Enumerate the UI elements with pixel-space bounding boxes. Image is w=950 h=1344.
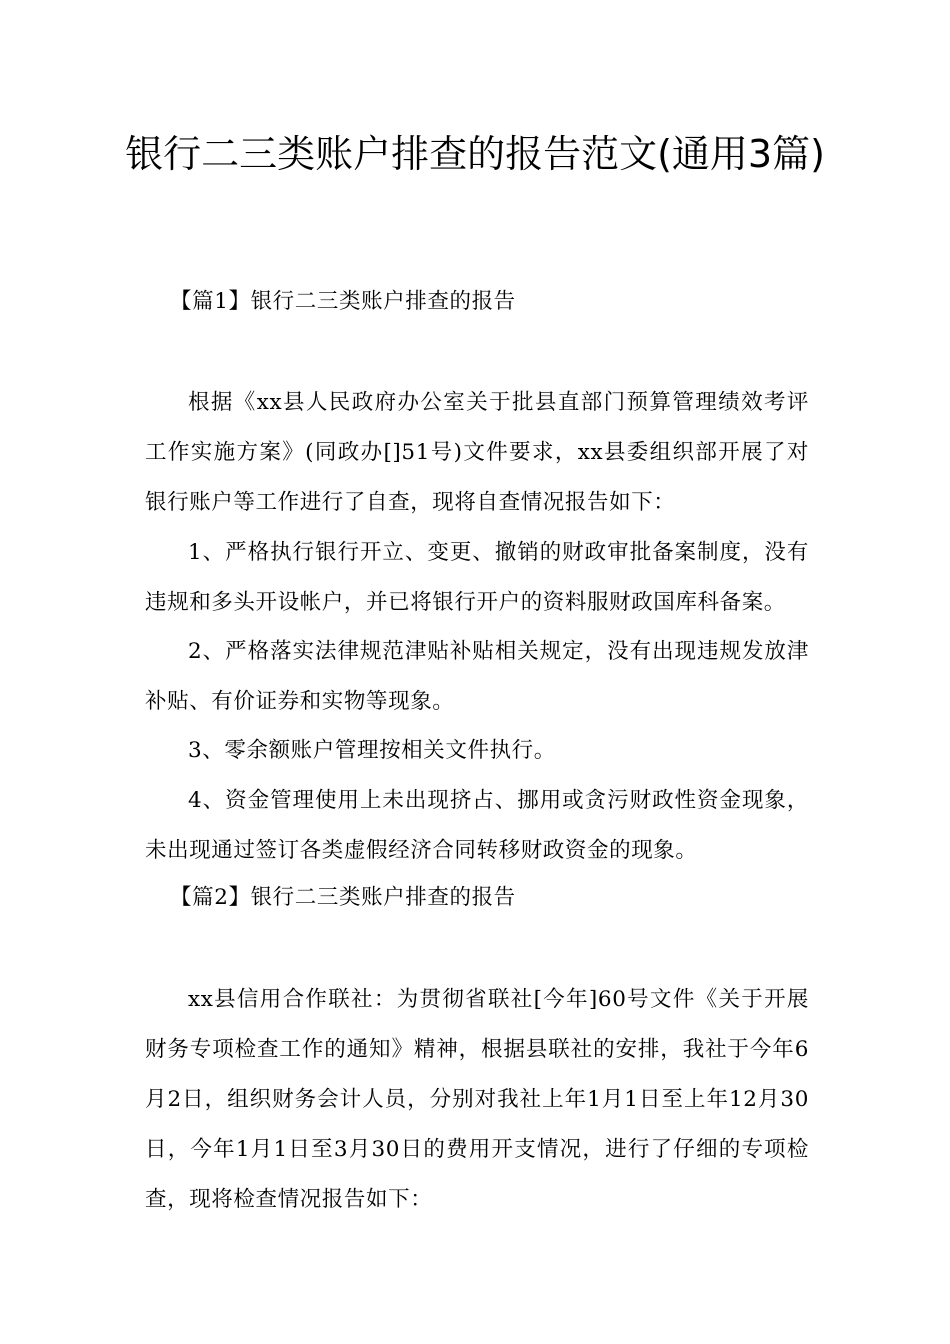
section-1-intro-paragraph: 根据《xx县人民政府办公室关于批县直部门预算管理绩效考评工作实施方案》(同政办[]51号)文件要求，xx县委组织部开展了对银行账户等工作进行了自查，现将自查情况报告如下：: [145, 390, 809, 515]
section-1-item-1: 1、严格执行银行开立、变更、撤销的财政审批备案制度，没有违规和多头开设帐户，并已将银行开户的资料服财政国库科备案。: [145, 540, 809, 615]
document-title: 银行二三类账户排查的报告范文(通用3篇): [125, 132, 825, 176]
section-1-heading: 【篇1】银行二三类账户排查的报告: [170, 289, 516, 314]
section-1-item-2: 2、严格落实法律规范津贴补贴相关规定，没有出现违规发放津补贴、有价证券和实物等现象。: [145, 639, 809, 714]
section-1-item-3: 3、零余额账户管理按相关文件执行。: [188, 738, 556, 763]
section-1-item-4: 4、资金管理使用上未出现挤占、挪用或贪污财政性资金现象，未出现通过签订各类虚假经济合同转移财政资金的现象。: [145, 788, 809, 863]
section-2-intro-paragraph: xx县信用合作联社：为贯彻省联社[今年]60号文件《关于开展财务专项检查工作的通知》精神，根据县联社的安排，我社于今年6月2日，组织财务会计人员，分别对我社上年1月1日至上年12月30日，今年1月1日至3月30日的费用开支情况，进行了仔细的专项检查，现将检查情况报告如下：: [145, 987, 809, 1212]
section-2-heading: 【篇2】银行二三类账户排查的报告: [170, 885, 516, 910]
